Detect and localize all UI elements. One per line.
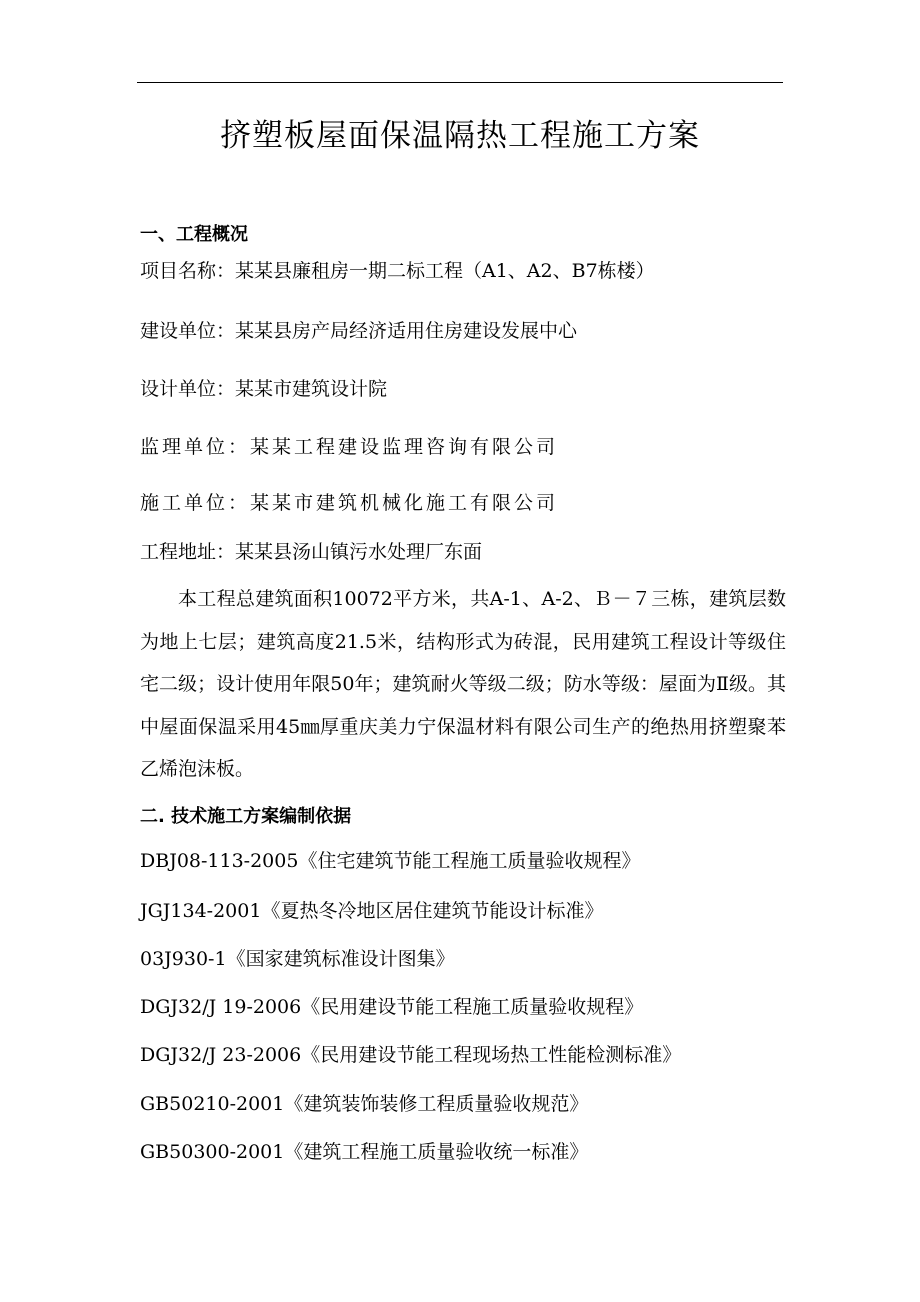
- standard-item: GB50210-2001《建筑装饰装修工程质量验收规范》: [140, 1093, 589, 1115]
- contractor-line: 施工单位：某某市建筑机械化施工有限公司: [140, 492, 559, 514]
- address-line: 工程地址：某某县汤山镇污水处理厂东面: [140, 541, 483, 563]
- builder-line: 建设单位：某某县房产局经济适用住房建设发展中心: [140, 320, 578, 342]
- supervisor-line: 监理单位：某某工程建设监理咨询有限公司: [140, 436, 559, 458]
- section-2-heading: 二. 技术施工方案编制依据: [140, 806, 352, 827]
- designer-line: 设计单位：某某市建筑设计院: [140, 378, 388, 400]
- standard-item: DBJ08-113-2005《住宅建筑节能工程施工质量验收规程》: [140, 850, 641, 872]
- document-title: 挤塑板屋面保温隔热工程施工方案: [220, 118, 700, 154]
- header-rule: [137, 82, 783, 83]
- standard-item: DGJ32/J 19-2006《民用建设节能工程施工质量验收规程》: [140, 996, 644, 1018]
- overview-paragraph: 本工程总建筑面积10072平方米，共A-1、A-2、Ｂ－７三栋，建筑层数为地上七层；建筑高度21.5米，结构形式为砖混，民用建筑工程设计等级住宅二级；设计使用年限50年；建筑耐火等级二级；防水等级：屋面为Ⅱ级。其中屋面保温采用45㎜厚重庆美力宁保温材料有限公司生产的绝热用挤塑聚苯乙烯泡沫板。: [140, 588, 786, 780]
- standard-item: 03J930-1《国家建筑标准设计图集》: [140, 948, 455, 970]
- standard-item: DGJ32/J 23-2006《民用建设节能工程现场热工性能检测标准》: [140, 1044, 682, 1066]
- standard-item: GB50300-2001《建筑工程施工质量验收统一标准》: [140, 1141, 589, 1163]
- project-name-line: 项目名称：某某县廉租房一期二标工程（A1、A2、B7栋楼）: [140, 260, 655, 282]
- standard-item: JGJ134-2001《夏热冬冷地区居住建筑节能设计标准》: [140, 900, 604, 922]
- section-1-heading: 一、工程概况: [140, 224, 248, 245]
